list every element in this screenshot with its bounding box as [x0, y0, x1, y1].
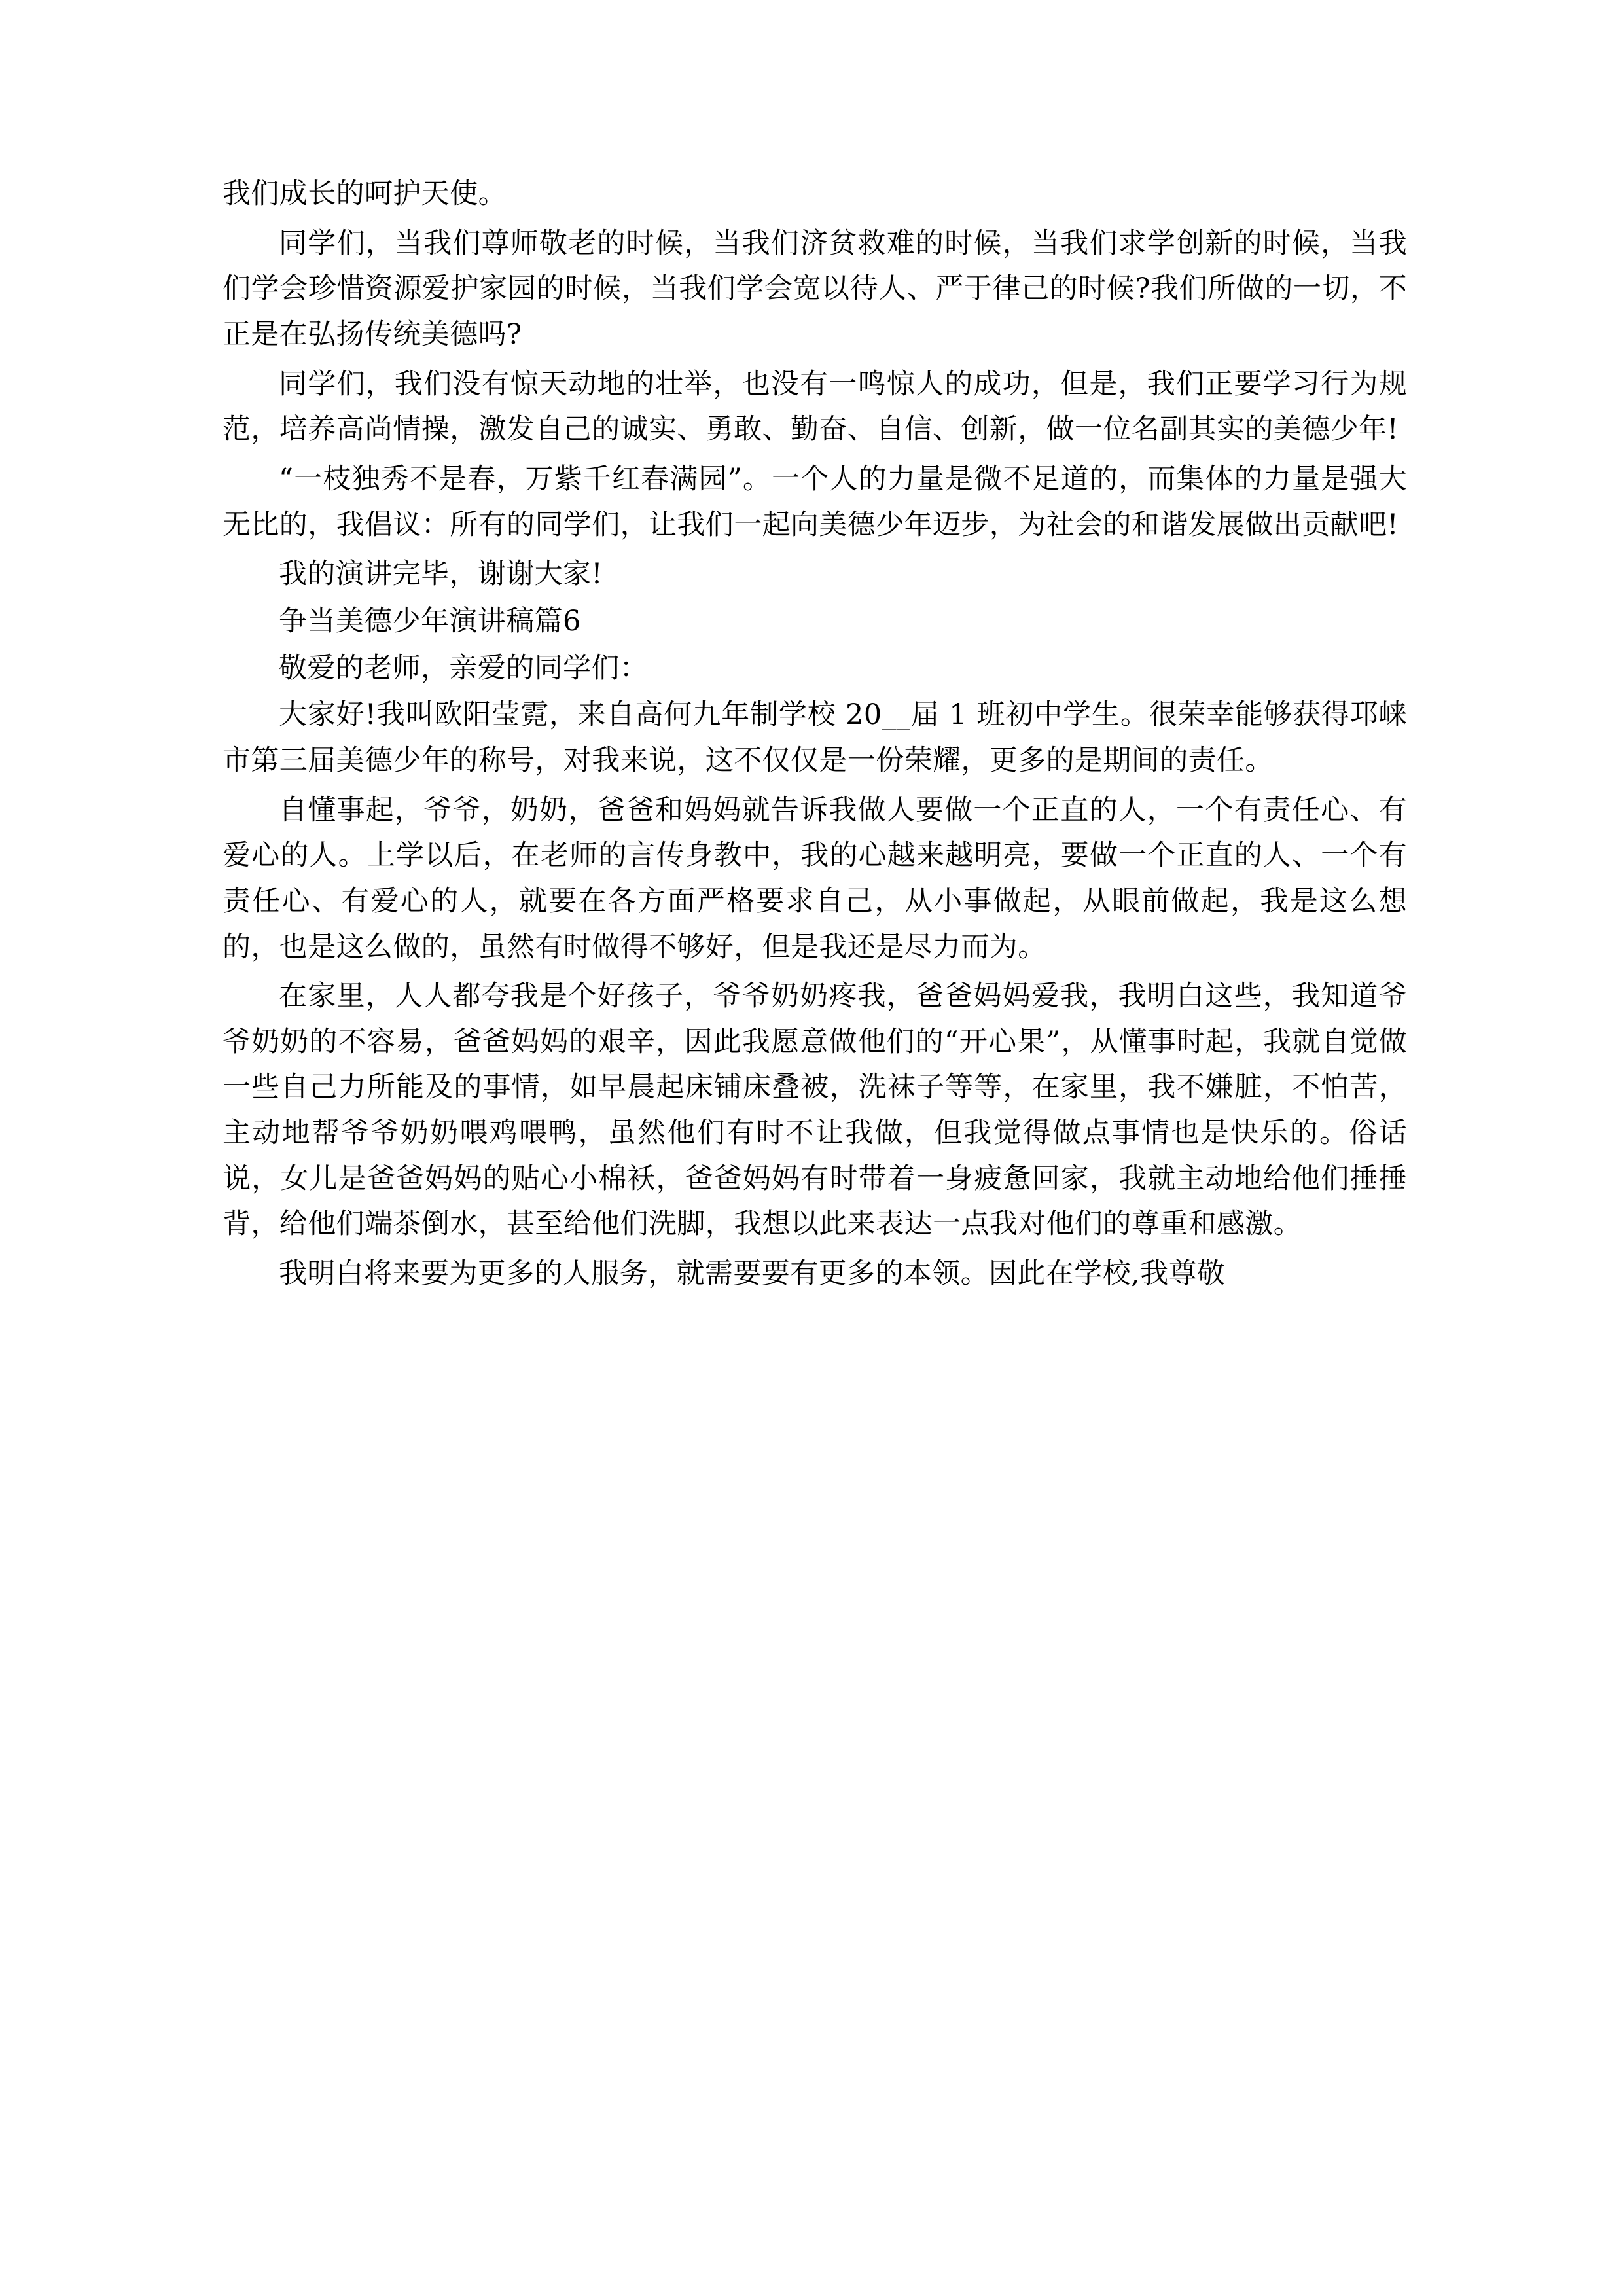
document-body	[223, 171, 1407, 1301]
paragraph-self-introduction: 大家好!我叫欧阳莹霓，来自高何九年制学校 20__届 1 班初中学生。很荣幸能够获得邛崃市第三届美德少年的称号，对我来说，这不仅仅是一份荣耀，更多的是期间的责任。	[223, 698, 1407, 777]
paragraph-classmates-virtues: 同学们，当我们尊师敬老的时候，当我们济贫救难的时候，当我们求学创新的时候，当我们学会珍惜资源爱护家园的时候，当我们学会宽以待人、严于律己的时候?我们所做的一切，不正是在弘扬传统美德吗?	[223, 226, 1407, 351]
paragraph-at-home: 在家里，人人都夸我是个好孩子，爷爷奶奶疼我，爸爸妈妈爱我，我明白这些，我知道爷爷奶奶的不容易，爸爸妈妈的艰辛，因此我愿意做他们的“开心果”，从懂事时起，我就自觉做一些自己力所能及的事情，如早晨起床铺床叠被，洗袜子等等，在家里，我不嫌脏，不怕苦，主动地帮爷爷奶奶喂鸡喂鸭，虽然他们有时不让我做，但我觉得做点事情也是快乐的。俗话说，女儿是爸爸妈妈的贴心小棉袄，爸爸妈妈有时带着一身疲惫回家，我就主动地给他们捶捶背，给他们端茶倒水，甚至给他们洗脚，我想以此来表达一点我对他们的尊重和感激。	[223, 980, 1407, 1241]
paragraph-one-flower-quote: “一枝独秀不是春，万紫千红春满园”。一个人的力量是微不足道的，而集体的力量是强大无比的，我倡议：所有的同学们，让我们一起向美德少年迈步，为社会的和谐发展做出贡献吧!	[223, 462, 1407, 541]
paragraph-speech-end: 我的演讲完毕，谢谢大家!	[279, 558, 603, 591]
heading-speech-6: 争当美德少年演讲稿篇6	[279, 604, 581, 637]
paragraph-salutation: 敬爱的老师，亲爱的同学们：	[279, 651, 649, 685]
paragraph-family-teaching: 自懂事起，爷爷，奶奶，爸爸和妈妈就告诉我做人要做一个正直的人，一个有责任心、有爱心的人。上学以后，在老师的言传身教中，我的心越来越明亮，要做一个正直的人、一个有责任心、有爱心的人，就要在各方面严格要求自己，从小事做起，从眼前做起，我是这么想的，也是这么做的，虽然有时做得不够好，但是我还是尽力而为。	[223, 793, 1407, 963]
paragraph-no-great-deeds: 同学们，我们没有惊天动地的壮举，也没有一鸣惊人的成功，但是，我们正要学习行为规范，培养高尚情操，激发自己的诚实、勇敢、勤奋、自信、创新，做一位名副其实的美德少年!	[223, 367, 1407, 446]
paragraph-serve-more: 我明白将来要为更多的人服务，就需要要有更多的本领。因此在学校,我尊敬	[279, 1257, 1226, 1291]
paragraph-continuation: 我们成长的呵护天使。	[223, 177, 507, 210]
